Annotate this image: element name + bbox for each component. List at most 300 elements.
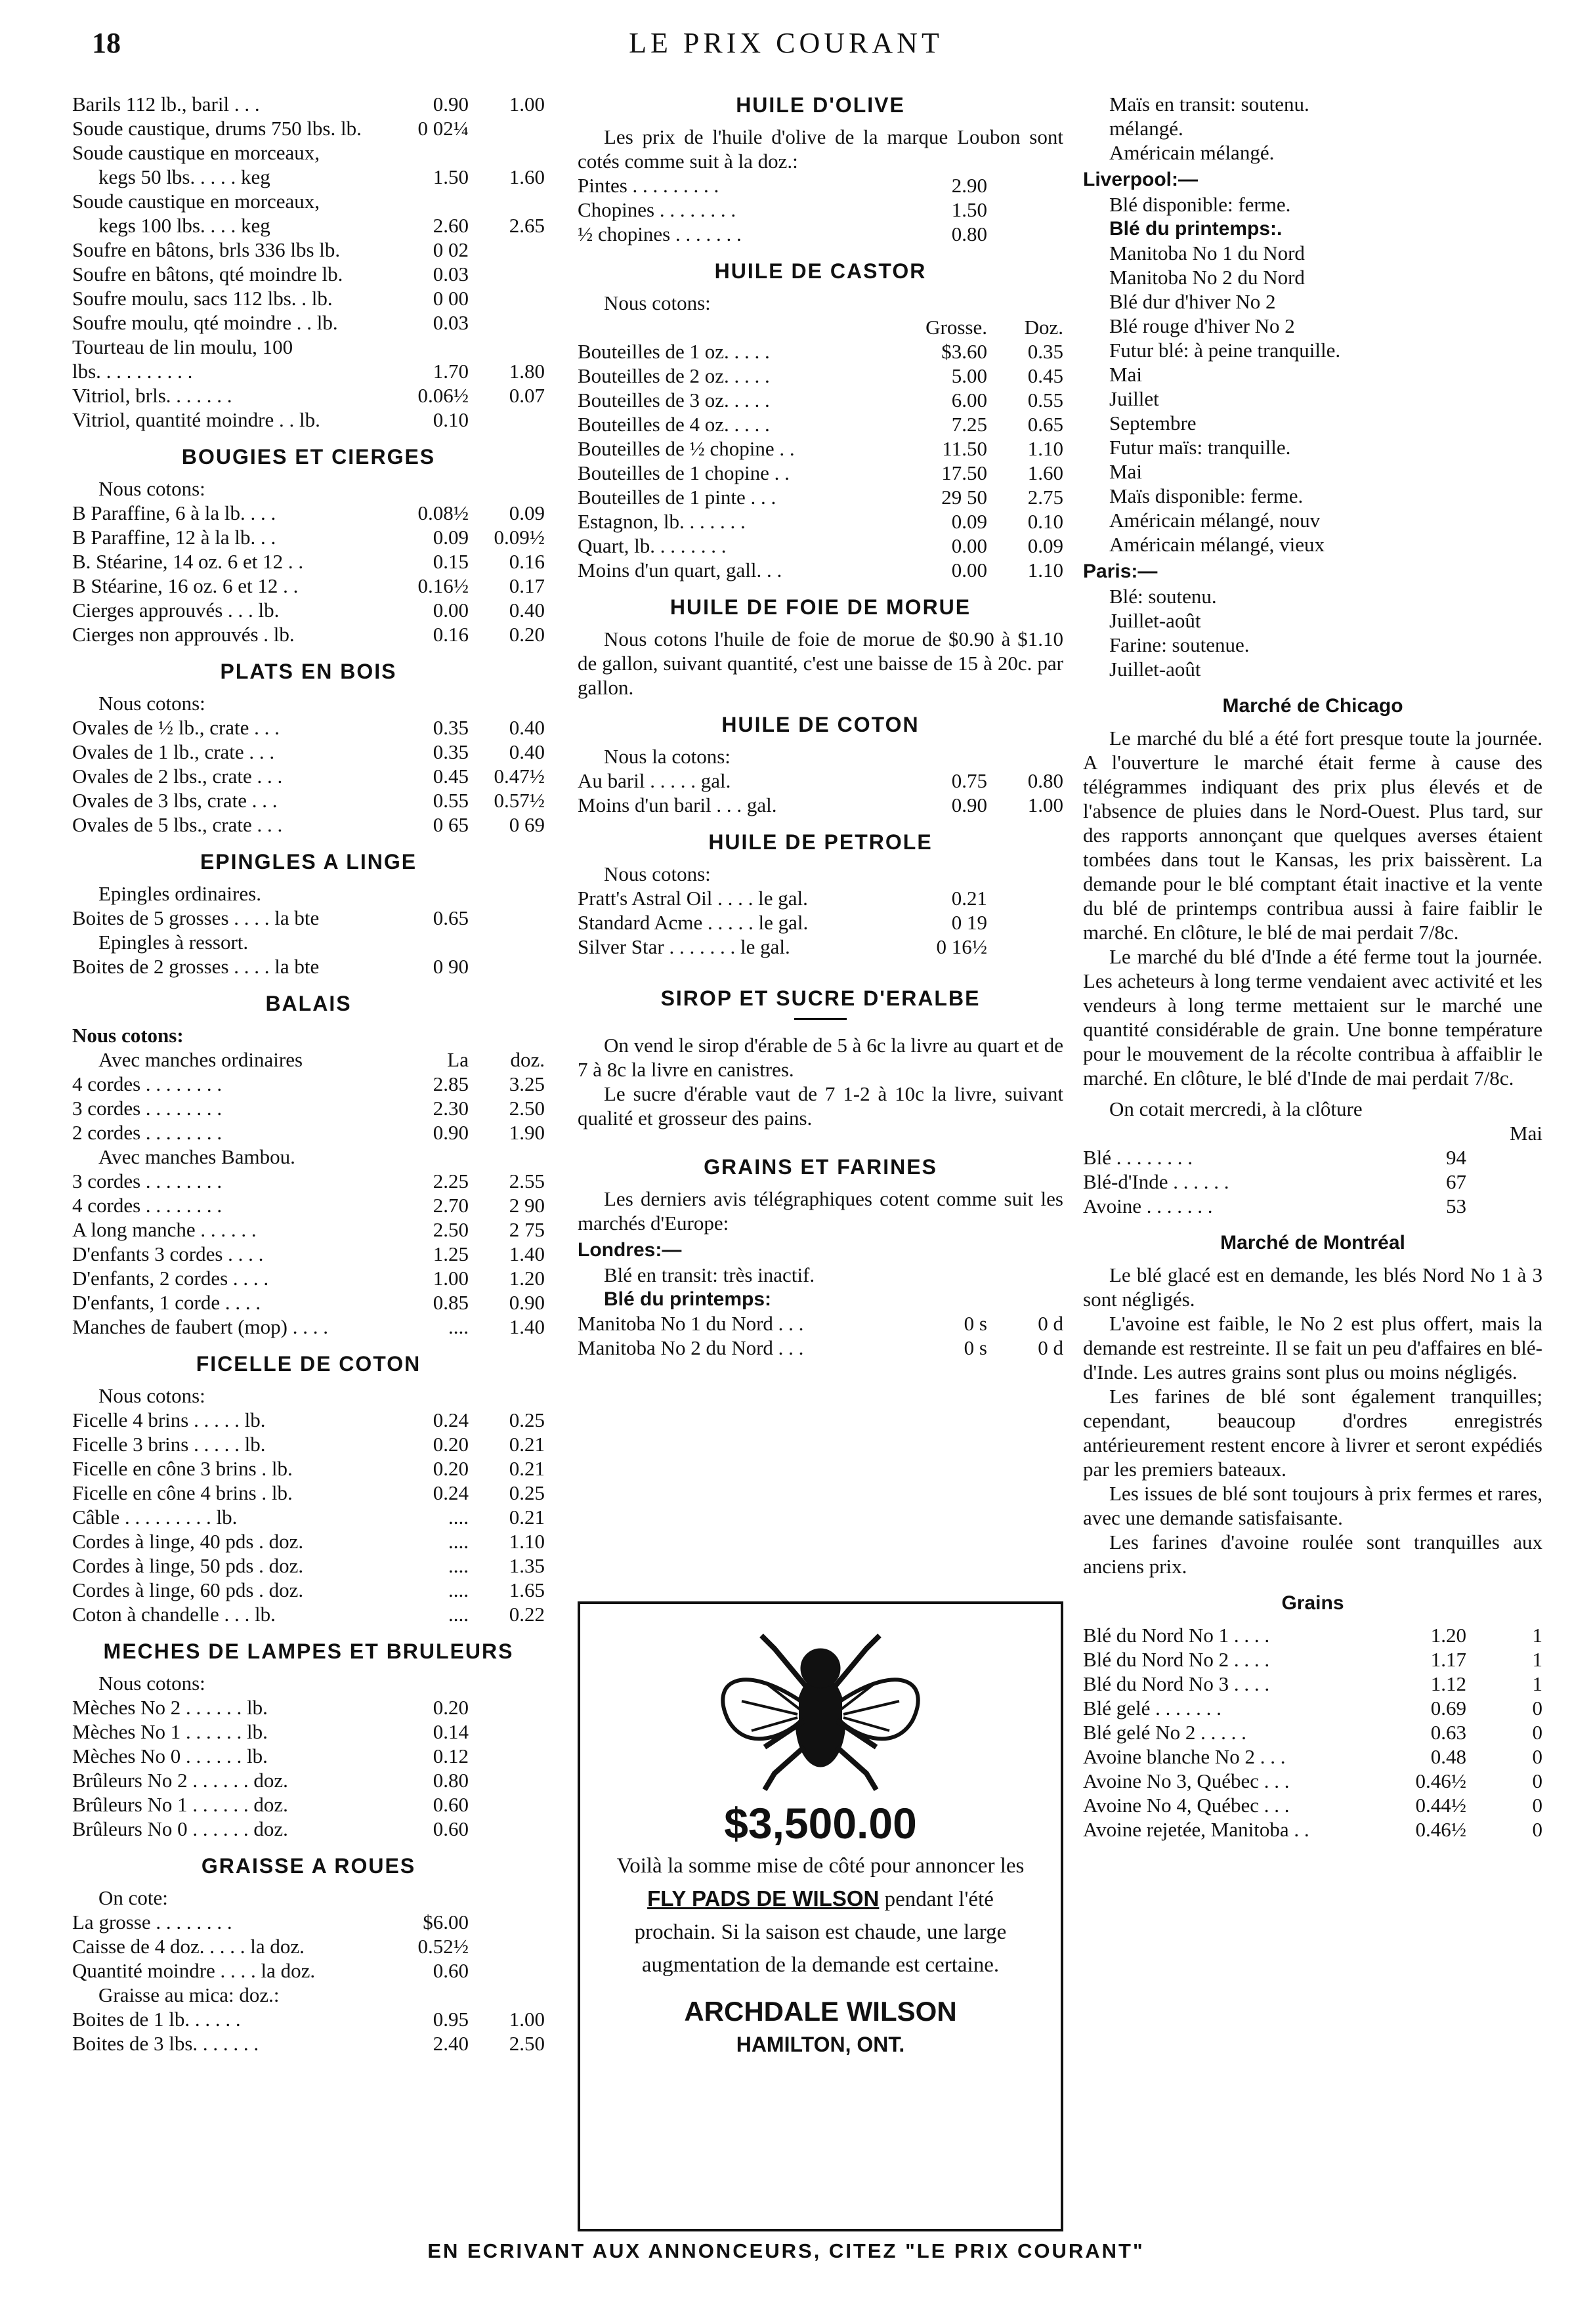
item-label: Chopines . . . . . . . . bbox=[578, 198, 736, 221]
market-line: Farine: soutenue. bbox=[1109, 633, 1250, 656]
price-a: 0.20 bbox=[433, 1433, 469, 1456]
price-a: 0.48 bbox=[1430, 1745, 1466, 1768]
item-label: Mèches No 1 . . . . . . lb. bbox=[72, 1720, 268, 1743]
price-row bbox=[72, 1768, 545, 1792]
price-row bbox=[72, 238, 545, 262]
price-row bbox=[72, 1242, 545, 1266]
price-b bbox=[469, 408, 545, 432]
price-a: 0.60 bbox=[433, 1817, 469, 1840]
price-a: 1.50 bbox=[433, 165, 469, 188]
price-b bbox=[469, 116, 545, 140]
price-b: 0.25 bbox=[509, 1408, 545, 1431]
price-b: 1.00 bbox=[509, 2008, 545, 2031]
price-b: 1.80 bbox=[509, 360, 545, 383]
price-a: 0.03 bbox=[433, 263, 469, 285]
column-label: Mai bbox=[1510, 1122, 1542, 1145]
price-b: 0.47½ bbox=[494, 765, 545, 788]
section-paragraph: Les farines de blé sont également tranquilles; cependant, beaucoup d'ordres enregistrés antérieurement restent encore à livrer et seront expédiés par les premiers bateaux. bbox=[1083, 1385, 1542, 1481]
item-label: Cordes à linge, 60 pds . doz. bbox=[72, 1578, 304, 1601]
price-row bbox=[578, 339, 1063, 364]
price-row bbox=[578, 935, 1063, 959]
price-row bbox=[578, 436, 1063, 461]
price-b: 0.25 bbox=[509, 1481, 545, 1504]
price-row bbox=[72, 764, 545, 788]
price-b: 0 d bbox=[1038, 1336, 1063, 1359]
price-b: 0.20 bbox=[509, 623, 545, 646]
item-label: Blé . . . . . . . . bbox=[1083, 1146, 1193, 1169]
section-title-chicago: Marché de Chicago bbox=[1222, 695, 1403, 717]
price-a: 0.60 bbox=[433, 1959, 469, 1982]
price-list-chicago bbox=[1083, 1145, 1542, 1218]
price-row bbox=[1083, 1623, 1542, 1647]
price-b: 0 bbox=[1532, 1745, 1542, 1768]
item-label: Cierges non approuvés . lb. bbox=[72, 623, 295, 646]
price-a: 0.08½ bbox=[417, 501, 469, 524]
price-b: 1.35 bbox=[509, 1554, 545, 1577]
price-row bbox=[72, 1695, 545, 1720]
price-b bbox=[469, 954, 545, 979]
price-row bbox=[578, 886, 1063, 910]
price-a bbox=[380, 335, 469, 359]
price-row bbox=[72, 1934, 545, 1958]
price-row bbox=[72, 2031, 545, 2056]
price-b bbox=[987, 198, 1063, 222]
price-row bbox=[1083, 1793, 1542, 1817]
price-b: 2 75 bbox=[509, 1218, 545, 1241]
item-label: Bouteilles de 4 oz. . . . . bbox=[578, 413, 770, 436]
price-b: 0.09 bbox=[1027, 534, 1063, 557]
price-row bbox=[72, 1529, 545, 1553]
price-a: Grosse. bbox=[925, 316, 987, 339]
market-line: Futur blé: à peine tranquille. bbox=[1109, 339, 1341, 362]
price-row bbox=[72, 813, 545, 837]
section-paragraph: Les derniers avis télégraphiques cotent comme suit les marchés d'Europe: bbox=[578, 1187, 1063, 1235]
price-a: .... bbox=[448, 1506, 469, 1529]
price-a: 0 00 bbox=[433, 287, 469, 310]
price-row bbox=[72, 1602, 545, 1626]
item-label: Boites de 3 lbs. . . . . . . bbox=[72, 2032, 259, 2055]
market-line: Juillet-août bbox=[1109, 658, 1201, 681]
price-a: 0.00 bbox=[951, 559, 987, 581]
price-row bbox=[72, 906, 545, 930]
item-label: Quart, lb. . . . . . . . bbox=[578, 534, 727, 557]
section-intro: Graisse au mica: doz.: bbox=[98, 1983, 280, 2006]
price-a: 0.00 bbox=[951, 534, 987, 557]
item-label: Blé du Nord No 3 . . . . bbox=[1083, 1672, 1270, 1695]
price-a: 11.50 bbox=[942, 437, 987, 460]
price-b bbox=[469, 1958, 545, 1983]
section-title-meches: MECHES DE LAMPES ET BRULEURS bbox=[103, 1639, 514, 1663]
market-city: Liverpool:— bbox=[1083, 169, 1199, 190]
section-title-graisse: GRAISSE A ROUES bbox=[201, 1854, 416, 1878]
price-a: 0.09 bbox=[951, 510, 987, 533]
price-row bbox=[72, 2007, 545, 2031]
price-b: 0.22 bbox=[509, 1603, 545, 1626]
price-b: 0.57½ bbox=[494, 789, 545, 812]
price-list-petrole bbox=[578, 886, 1063, 959]
price-row bbox=[72, 1481, 545, 1505]
market-line: Juillet-août bbox=[1109, 609, 1201, 632]
item-label: Brûleurs No 0 . . . . . . doz. bbox=[72, 1817, 288, 1840]
price-row bbox=[72, 1217, 545, 1242]
price-list-ficelle bbox=[72, 1408, 545, 1626]
price-a: 0.90 bbox=[951, 793, 987, 816]
section-title-petrole: HUILE DE PETROLE bbox=[708, 830, 933, 854]
price-b: 0.90 bbox=[509, 1291, 545, 1314]
price-b bbox=[469, 1792, 545, 1817]
price-row bbox=[72, 408, 545, 432]
market-city: Londres:— bbox=[578, 1239, 682, 1261]
section-title-bougies: BOUGIES ET CIERGES bbox=[181, 445, 436, 469]
price-a: 0.46½ bbox=[1415, 1818, 1466, 1841]
item-label: Pintes . . . . . . . . . bbox=[578, 174, 719, 197]
price-b: 1.00 bbox=[1027, 793, 1063, 816]
price-list-balais-bambou bbox=[72, 1169, 545, 1339]
item-label: 3 cordes . . . . . . . . bbox=[72, 1170, 223, 1193]
item-label: Soufre moulu, qté moindre . . lb. bbox=[72, 311, 338, 334]
price-row bbox=[1083, 1744, 1542, 1769]
price-row bbox=[72, 740, 545, 764]
item-label: La grosse . . . . . . . . bbox=[72, 1911, 232, 1933]
price-b bbox=[987, 910, 1063, 935]
item-label: Estagnon, lb. . . . . . . bbox=[578, 510, 746, 533]
price-b bbox=[469, 286, 545, 310]
price-row bbox=[72, 1505, 545, 1529]
item-label: Soude caustique en morceaux, bbox=[72, 190, 320, 213]
section-intro: Nous cotons: bbox=[98, 1672, 205, 1695]
item-label: Blé gelé . . . . . . . bbox=[1083, 1697, 1221, 1720]
price-row bbox=[72, 286, 545, 310]
price-b bbox=[469, 189, 545, 213]
market-line: Mai bbox=[1109, 363, 1142, 386]
section-paragraph: On vend le sirop d'érable de 5 à 6c la livre au quart et de 7 à 8c la livre en canistres. bbox=[578, 1034, 1063, 1081]
item-label: B. Stéarine, 14 oz. 6 et 12 . . bbox=[72, 550, 304, 573]
price-b: 2 90 bbox=[509, 1194, 545, 1217]
item-label: Soude caustique en morceaux, bbox=[72, 141, 320, 164]
market-line: mélangé. bbox=[1109, 117, 1183, 140]
price-a: 1.50 bbox=[951, 198, 987, 221]
section-title-plats: PLATS EN BOIS bbox=[220, 660, 397, 683]
price-a: 0.55 bbox=[433, 789, 469, 812]
price-b: 1.00 bbox=[509, 93, 545, 116]
price-b: 1.60 bbox=[1027, 461, 1063, 484]
price-a: 0.14 bbox=[433, 1720, 469, 1743]
market-line: Blé dur d'hiver No 2 bbox=[1109, 290, 1276, 313]
item-label: Barils 112 lb., baril . . . bbox=[72, 93, 260, 116]
item-label: Manitoba No 2 du Nord . . . bbox=[578, 1336, 804, 1359]
price-b: 0 bbox=[1532, 1769, 1542, 1792]
price-a: 0.63 bbox=[1430, 1721, 1466, 1744]
section-title-olive: HUILE D'OLIVE bbox=[736, 93, 905, 117]
price-b bbox=[987, 173, 1063, 198]
price-a: $6.00 bbox=[423, 1911, 469, 1933]
price-b: 0.65 bbox=[1027, 413, 1063, 436]
section-paragraph: Le blé glacé est en demande, les blés Nord No 1 à 3 sont négligés. bbox=[1083, 1263, 1542, 1311]
price-a: 53 bbox=[1446, 1194, 1466, 1217]
column-right bbox=[1083, 92, 1542, 1842]
price-b: 0.55 bbox=[1027, 389, 1063, 412]
market-line: Américain mélangé, vieux bbox=[1109, 533, 1325, 556]
item-label: Soufre en bâtons, brls 336 lbs lb. bbox=[72, 238, 341, 261]
item-label: Avoine . . . . . . . bbox=[1083, 1194, 1213, 1217]
price-list-top bbox=[72, 92, 545, 432]
item-label: Ficelle 4 brins . . . . . lb. bbox=[72, 1408, 266, 1431]
item-label: D'enfants 3 cordes . . . . bbox=[72, 1242, 264, 1265]
price-list-meches bbox=[72, 1695, 545, 1841]
item-label: Boites de 5 grosses . . . . la bte bbox=[72, 906, 320, 929]
price-row bbox=[1083, 1672, 1542, 1696]
price-b: 0.09 bbox=[509, 501, 545, 524]
fly-icon bbox=[702, 1622, 939, 1793]
item-label: Ficelle en cône 4 brins . lb. bbox=[72, 1481, 293, 1504]
price-row bbox=[1083, 1194, 1542, 1218]
price-row bbox=[72, 116, 545, 140]
price-row bbox=[72, 1315, 545, 1339]
price-a: 0 19 bbox=[951, 911, 987, 934]
price-row bbox=[578, 222, 1063, 246]
price-a: 2.90 bbox=[951, 174, 987, 197]
section-intro: Nous cotons: bbox=[604, 862, 711, 885]
item-label: D'enfants, 2 cordes . . . . bbox=[72, 1267, 269, 1290]
price-a: 1.70 bbox=[433, 360, 469, 383]
price-a: .... bbox=[448, 1315, 469, 1338]
price-list-graisse-mica bbox=[72, 2007, 545, 2056]
section-paragraph: Les prix de l'huile d'olive de la marque Loubon sont cotés comme suit à la doz.: bbox=[578, 125, 1063, 173]
price-a: 0.10 bbox=[433, 408, 469, 431]
item-label: Bouteilles de 1 pinte . . . bbox=[578, 486, 776, 509]
price-row bbox=[1083, 1696, 1542, 1720]
price-list-grains bbox=[1083, 1623, 1542, 1842]
price-b: 1.10 bbox=[1027, 437, 1063, 460]
price-b: 1.40 bbox=[509, 1315, 545, 1338]
item-label: Blé gelé No 2 . . . . . bbox=[1083, 1721, 1246, 1744]
price-b: 1.60 bbox=[509, 165, 545, 188]
price-a bbox=[380, 189, 469, 213]
section-intro: Nous cotons: bbox=[72, 1024, 184, 1047]
price-list-londres bbox=[578, 1311, 1063, 1360]
price-a: 2.25 bbox=[433, 1170, 469, 1193]
item-label: Bouteilles de 2 oz. . . . . bbox=[578, 364, 770, 387]
price-a: 0.90 bbox=[433, 93, 469, 116]
price-row bbox=[72, 1720, 545, 1744]
price-b bbox=[987, 935, 1063, 959]
section-paragraph: Le marché du blé d'Inde a été ferme tout la journée. Les acheteurs à long terme vendaient avec activité et les vendeurs à long terme mettaient sur le marché une quantité considérable de grain. Une bonne température pour le mouvement de la récolte contribua à affaiblir le marché. En clôture, le blé d'Inde de mai perdait 7/8c. bbox=[1083, 945, 1542, 1089]
price-b: 0.35 bbox=[1027, 340, 1063, 363]
price-b: 0.17 bbox=[509, 574, 545, 597]
price-a: 1.12 bbox=[1430, 1672, 1466, 1695]
price-row bbox=[578, 461, 1063, 485]
market-line: Blé: soutenu. bbox=[1109, 585, 1217, 608]
price-b bbox=[469, 1934, 545, 1958]
market-lines bbox=[1083, 92, 1542, 165]
price-a: 0 02 bbox=[433, 238, 469, 261]
market-lines bbox=[1083, 241, 1542, 338]
price-row bbox=[578, 1336, 1063, 1360]
market-line: Blé du printemps:. bbox=[1109, 218, 1283, 240]
price-a: 2.30 bbox=[433, 1097, 469, 1120]
ad-price: $3,500.00 bbox=[724, 1799, 917, 1848]
price-a: 0 s bbox=[964, 1336, 987, 1359]
price-a: 0.44½ bbox=[1415, 1794, 1466, 1817]
item-label: Tourteau de lin moulu, 100 bbox=[72, 335, 293, 358]
price-row bbox=[72, 1193, 545, 1217]
section-paragraph: Le marché du blé a été fort presque toute la journée. A l'ouverture le marché était ferme à cause des télégrammes indiquant des prix plus élevés et de l'absence de pluies dans le Nord-Ouest. Plus tard, sur des rapports annonçant que quelques averses étaient tombées dans tout le Kansas, les prix baissèrent. La demande pour le blé comptant était inactive et la vente du blé de printemps contribua aussi à faire faiblir le marché. En clôture, le blé de mai perdait 7/8c. bbox=[1083, 727, 1542, 944]
item-label: Manches de faubert (mop) . . . . bbox=[72, 1315, 328, 1338]
price-row bbox=[72, 1792, 545, 1817]
item-label: Caisse de 4 doz. . . . . la doz. bbox=[72, 1935, 305, 1958]
price-b: 0.45 bbox=[1027, 364, 1063, 387]
section-intro: Nous cotons: bbox=[98, 477, 205, 500]
section-paragraph: On cotait mercredi, à la clôture bbox=[1109, 1097, 1363, 1120]
price-a: 29 50 bbox=[941, 486, 987, 509]
market-line: Américain mélangé, nouv bbox=[1109, 509, 1321, 532]
item-label: Standard Acme . . . . . le gal. bbox=[578, 911, 809, 934]
price-row bbox=[72, 1553, 545, 1578]
section-title-epingles: EPINGLES A LINGE bbox=[200, 850, 417, 874]
price-b: 0.40 bbox=[509, 716, 545, 739]
price-row bbox=[72, 1096, 545, 1120]
item-label: ½ chopines . . . . . . . bbox=[578, 222, 742, 245]
price-a: 6.00 bbox=[951, 389, 987, 412]
price-row bbox=[72, 165, 545, 189]
price-b: 2.50 bbox=[509, 2032, 545, 2055]
price-row bbox=[72, 1817, 545, 1841]
item-label: D'enfants, 1 corde . . . . bbox=[72, 1291, 261, 1314]
price-b bbox=[469, 335, 545, 359]
price-row bbox=[578, 485, 1063, 509]
price-a: 5.00 bbox=[951, 364, 987, 387]
price-b bbox=[469, 1744, 545, 1768]
price-row bbox=[72, 189, 545, 213]
item-label: 4 cordes . . . . . . . . bbox=[72, 1072, 223, 1095]
item-label: Ovales de 3 lbs, crate . . . bbox=[72, 789, 278, 812]
price-row bbox=[72, 1047, 545, 1072]
price-a: 0.16½ bbox=[417, 574, 469, 597]
ad-product: FLY PADS DE WILSON bbox=[647, 1886, 880, 1911]
section-paragraph: L'avoine est faible, le No 2 est plus offert, mais la demande est restreinte. Il se fait un peu d'affaires en blé-d'Inde. Les autres grains sont plus ou moins négligés. bbox=[1083, 1312, 1542, 1384]
section-intro: Nous cotons: bbox=[98, 1384, 205, 1407]
section-title-castor: HUILE DE CASTOR bbox=[714, 259, 927, 283]
price-row bbox=[72, 1169, 545, 1193]
price-b: 3.25 bbox=[509, 1072, 545, 1095]
price-a: 0.52½ bbox=[417, 1935, 469, 1958]
price-a: 2.40 bbox=[433, 2032, 469, 2055]
price-a: 0.06½ bbox=[417, 384, 469, 407]
price-row bbox=[72, 525, 545, 549]
page-number: 18 bbox=[92, 27, 121, 59]
price-a: 0.46½ bbox=[1415, 1769, 1466, 1792]
section-intro: Nous cotons: bbox=[98, 692, 205, 715]
price-a: 0.69 bbox=[1430, 1697, 1466, 1720]
price-b bbox=[1466, 1170, 1542, 1194]
market-line: Blé en transit: très inactif. bbox=[604, 1263, 815, 1286]
section-paragraph: Le sucre d'érable vaut de 7 1-2 à 10c la livre, suivant qualité et grosseur des pains. bbox=[578, 1082, 1063, 1130]
price-row bbox=[72, 1266, 545, 1290]
item-label: Ovales de 2 lbs., crate . . . bbox=[72, 765, 283, 788]
price-a: 1.00 bbox=[433, 1267, 469, 1290]
item-label: A long manche . . . . . . bbox=[72, 1218, 257, 1241]
price-b: 2.75 bbox=[1027, 486, 1063, 509]
section-paragraph: Les issues de blé sont toujours à prix fermes et rares, avec une demande satisfaisante. bbox=[1083, 1482, 1542, 1529]
price-b: 2.65 bbox=[509, 214, 545, 237]
item-label: Coton à chandelle . . . lb. bbox=[72, 1603, 276, 1626]
section-paragraph: Les farines d'avoine roulée sont tranquilles aux anciens prix. bbox=[1083, 1531, 1542, 1578]
price-a: 0.24 bbox=[433, 1481, 469, 1504]
price-a: 0.95 bbox=[433, 2008, 469, 2031]
market-line: Blé du printemps: bbox=[604, 1288, 772, 1310]
price-a: 0.24 bbox=[433, 1408, 469, 1431]
price-b bbox=[469, 1910, 545, 1934]
price-list-olive bbox=[578, 173, 1063, 246]
price-b: 0.80 bbox=[1027, 769, 1063, 792]
section-title-montreal: Marché de Montréal bbox=[1220, 1232, 1405, 1254]
price-b bbox=[469, 310, 545, 335]
price-row bbox=[578, 910, 1063, 935]
market-line: Manitoba No 2 du Nord bbox=[1109, 266, 1305, 289]
price-a: 0.35 bbox=[433, 716, 469, 739]
price-row bbox=[72, 383, 545, 408]
market-line: Blé rouge d'hiver No 2 bbox=[1109, 314, 1295, 337]
price-a: 0.60 bbox=[433, 1793, 469, 1816]
price-row bbox=[72, 906, 545, 930]
table-header bbox=[578, 315, 1063, 339]
item-label: lbs. . . . . . . . . . bbox=[72, 360, 193, 383]
price-a: 17.50 bbox=[941, 461, 987, 484]
item-label: Vitriol, quantité moindre . . lb. bbox=[72, 408, 320, 431]
price-a: 0 16½ bbox=[936, 935, 987, 958]
price-a: 0.80 bbox=[951, 222, 987, 245]
price-b bbox=[469, 1720, 545, 1744]
price-b: 0.07 bbox=[509, 384, 545, 407]
price-row bbox=[578, 388, 1063, 412]
price-b: 2.55 bbox=[509, 1170, 545, 1193]
price-row bbox=[72, 92, 545, 116]
section-intro: Nous la cotons: bbox=[604, 745, 731, 768]
price-row bbox=[1083, 1145, 1542, 1170]
price-row bbox=[578, 198, 1063, 222]
price-row bbox=[578, 769, 1063, 793]
market-lines bbox=[1083, 362, 1542, 435]
price-b: 1.20 bbox=[509, 1267, 545, 1290]
price-a: .... bbox=[448, 1530, 469, 1553]
section-title-morue: HUILE DE FOIE DE MORUE bbox=[669, 595, 971, 619]
price-b: 0.09½ bbox=[494, 526, 545, 549]
column-left bbox=[72, 92, 545, 2056]
item-label: Blé du Nord No 2 . . . . bbox=[1083, 1648, 1270, 1671]
item-label: Blé-d'Inde . . . . . . bbox=[1083, 1170, 1229, 1193]
market-city: Paris:— bbox=[1083, 560, 1158, 582]
item-label: B Paraffine, 12 à la lb. . . bbox=[72, 526, 276, 549]
price-b: 1.90 bbox=[509, 1121, 545, 1144]
page-header bbox=[0, 26, 1572, 85]
item-label: Bouteilles de 1 oz. . . . . bbox=[578, 340, 770, 363]
price-a: 0 s bbox=[964, 1312, 987, 1335]
section-title-grains-montreal: Grains bbox=[1281, 1592, 1344, 1614]
price-a: 0.20 bbox=[433, 1696, 469, 1719]
item-label: Soude caustique, drums 750 lbs. lb. bbox=[72, 117, 362, 140]
item-label: Câble . . . . . . . . . lb. bbox=[72, 1506, 238, 1529]
item-label: Ovales de 5 lbs., crate . . . bbox=[72, 813, 283, 836]
item-label: B Paraffine, 6 à la lb. . . . bbox=[72, 501, 276, 524]
item-label: kegs 50 lbs. . . . . keg bbox=[98, 165, 270, 188]
item-label: Cordes à linge, 50 pds . doz. bbox=[72, 1554, 304, 1577]
price-a: La bbox=[447, 1048, 469, 1071]
price-row bbox=[578, 173, 1063, 198]
ad-text bbox=[580, 1849, 1061, 1981]
item-label: Boites de 2 grosses . . . . la bte bbox=[72, 955, 320, 978]
price-a: 2.50 bbox=[433, 1218, 469, 1241]
price-a: 2.85 bbox=[433, 1072, 469, 1095]
